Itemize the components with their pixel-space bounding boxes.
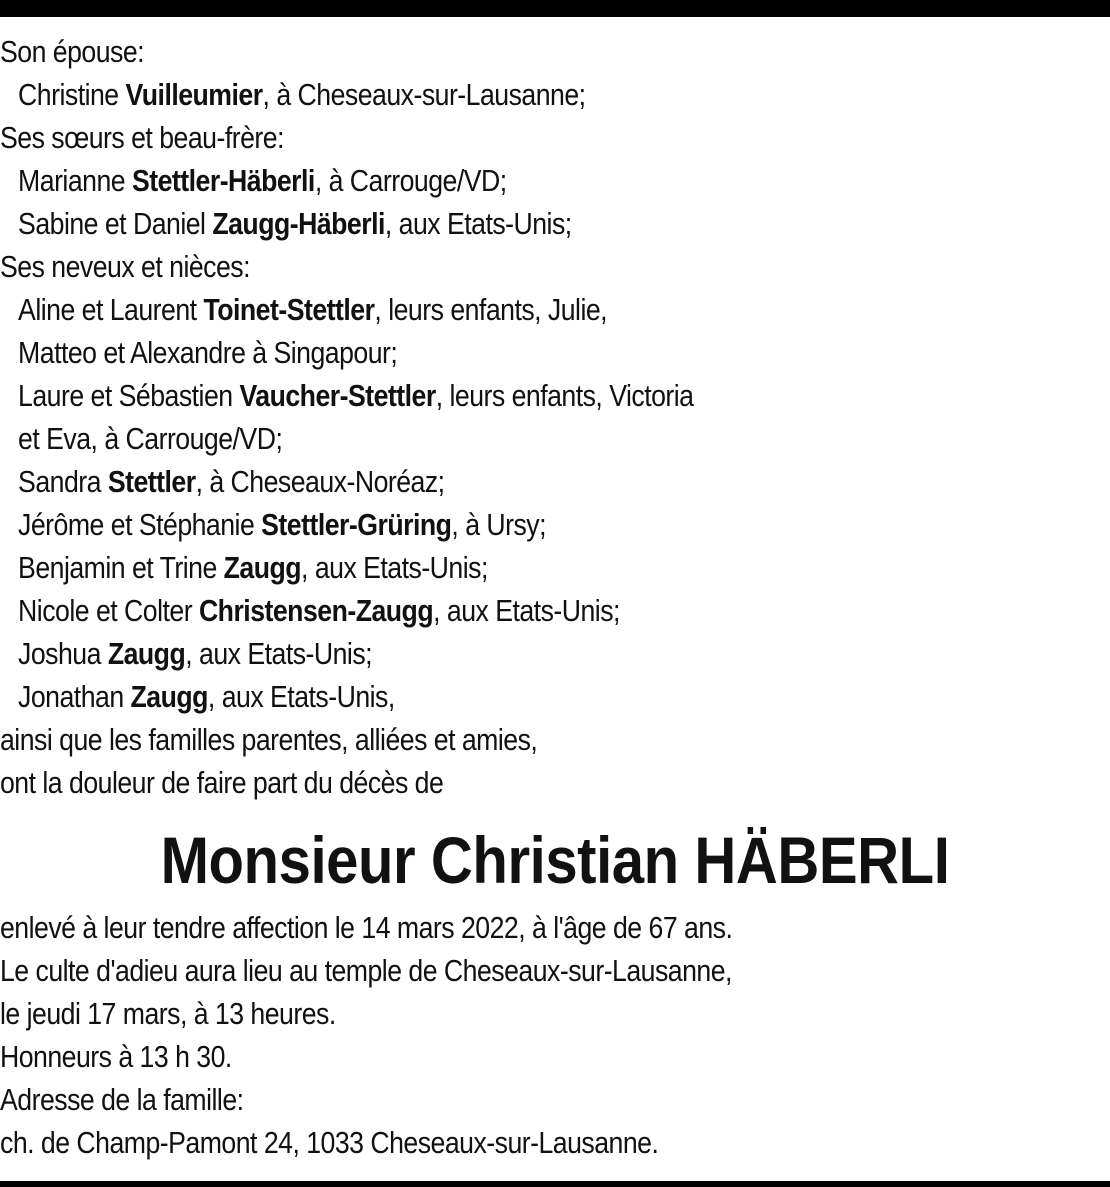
member-first-names: Marianne [18,163,132,198]
member-surname: Stettler [107,464,196,499]
member-surname: Christensen-Zaugg [198,593,434,628]
nephews-heading: Ses neveux et nièces: [0,249,251,284]
member-surname: Zaugg [223,550,302,585]
family-member-continuation: et Eva, à Carrouge/VD; [18,421,283,456]
member-first-names: Jonathan [18,679,131,714]
member-location: , à Cheseaux-sur-Lausanne; [262,77,586,112]
family-member-line [0,288,955,331]
member-location: , à Cheseaux-Noréaz; [195,464,445,499]
family-member-continuation: Matteo et Alexandre à Singapour; [18,335,398,370]
honours-time: Honneurs à 13 h 30. [0,1039,232,1074]
family-member-line [0,675,955,718]
family-member-line [0,589,955,632]
spouse-heading: Son épouse: [0,34,145,69]
member-location: , aux Etats-Unis; [185,636,373,671]
member-first-names: Benjamin et Trine [18,550,224,585]
family-member-line [0,503,955,546]
family-member-line [0,546,955,589]
closing-line: ainsi que les familles parentes, alliées et amies, [0,722,538,757]
member-surname: Zaugg [107,636,186,671]
family-address-heading: Adresse de la famille: [0,1082,244,1117]
family-member-line [0,632,955,675]
member-first-names: Laure et Sébastien [18,378,240,413]
member-surname: Toinet-Stettler [203,292,375,327]
member-first-names: Aline et Laurent [18,292,204,327]
siblings-heading: Ses sœurs et beau-frère: [0,120,284,155]
deceased-name: Monsieur Christian HÄBERLI [160,823,950,897]
member-surname: Stettler-Häberli [131,163,315,198]
bottom-border-rule [0,1181,1110,1187]
member-location: , à Carrouge/VD; [314,163,507,198]
member-surname: Vuilleumier [125,77,263,112]
member-first-names: Christine [18,77,126,112]
member-first-names: Joshua [18,636,108,671]
member-location: , leurs enfants, Victoria [435,378,694,413]
member-first-names: Sabine et Daniel [18,206,213,241]
member-location: , aux Etats-Unis; [433,593,620,628]
member-location: , leurs enfants, Julie, [374,292,608,327]
member-first-names: Sandra [18,464,108,499]
service-date: le jeudi 17 mars, à 13 heures. [0,996,336,1031]
member-surname: Zaugg-Häberli [212,206,385,241]
member-first-names: Nicole et Colter [18,593,199,628]
top-border-rule [0,0,1110,17]
announcement-line: ont la douleur de faire part du décès de [0,765,444,800]
member-location: , aux Etats-Unis, [207,679,395,714]
death-details: enlevé à leur tendre affection le 14 mars 2022, à l'âge de 67 ans. [0,910,733,945]
family-address: ch. de Champ-Pamont 24, 1033 Cheseaux-sur-Lausanne. [0,1125,659,1160]
family-member-line [0,374,955,417]
member-location: , à Ursy; [451,507,547,542]
service-location: Le culte d'adieu aura lieu au temple de Cheseaux-sur-Lausanne, [0,953,732,988]
family-member-line [0,73,955,116]
family-member-line [0,460,955,503]
member-location: , aux Etats-Unis; [301,550,488,585]
member-surname: Vaucher-Stettler [239,378,436,413]
member-surname: Zaugg [130,679,208,714]
family-member-line [0,202,955,245]
member-location: , aux Etats-Unis; [384,206,572,241]
member-surname: Stettler-Grüring [261,507,452,542]
obituary-notice [0,30,1110,1164]
family-member-line [0,159,955,202]
member-first-names: Jérôme et Stéphanie [18,507,262,542]
